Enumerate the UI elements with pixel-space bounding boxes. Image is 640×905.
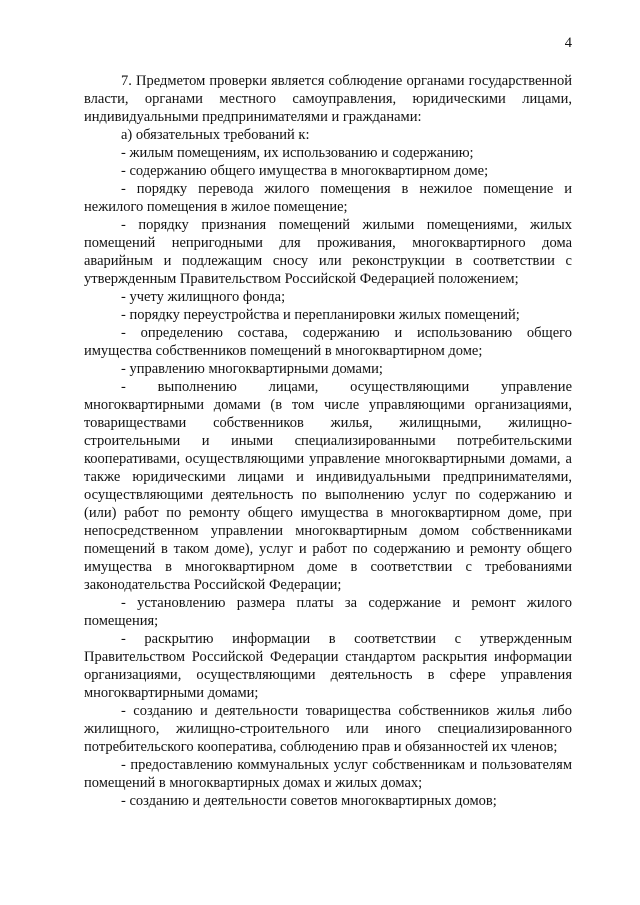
requirement-item: - установлению размера платы за содержание и ремонт жилого помещения; [84,595,572,629]
paragraph-item-7: 7. Предметом проверки является соблюдение органами государственной власти, органами местного самоуправления, юридическими лицами, индивидуальными предпринимателями и гражданами: [84,73,572,125]
requirement-item: - раскрытию информации в соответствии с утвержденным Правительством Российской Федерации стандартом раскрытия информации организациями, осуществляющими деятельность в сфере управления многоквартирными домами; [84,631,572,701]
page-number: 4 [564,35,572,51]
paragraph-subsection-a: а) обязательных требований к: [121,127,310,143]
requirement-item: - определению состава, содержанию и использованию общего имущества собственников помещений в многоквартирном доме; [84,325,572,359]
requirement-item: - созданию и деятельности товарищества собственников жилья либо жилищного, жилищно-строительного или иного специализированного потребительского кооператива, соблюдению прав и обязанностей их членов; [84,703,572,755]
requirement-item: - порядку признания помещений жилыми помещениями, жилых помещений непригодными для проживания, многоквартирного дома аварийным и подлежащим сносу или реконструкции в соответствии с утвержденным Правительством Российской Федерацией положением; [84,217,572,287]
requirement-item: - жилым помещениям, их использованию и содержанию; [121,145,474,161]
requirement-item: - учету жилищного фонда; [121,289,286,305]
requirement-item: - предоставлению коммунальных услуг собственникам и пользователям помещений в многоквартирных домах и жилых домах; [84,757,572,791]
requirement-item: - порядку переустройства и перепланировки жилых помещений; [121,307,520,323]
requirement-item: - содержанию общего имущества в многоквартирном доме; [121,163,489,179]
requirement-item: - созданию и деятельности советов многоквартирных домов; [121,793,497,809]
requirement-item: - управлению многоквартирными домами; [121,361,383,377]
requirement-item: - выполнению лицами, осуществляющими управление многоквартирными домами (в том числе управляющими организациями, товариществами собственников жилья, жилищными, жилищно-строительными и иными специализированными потребительскими кооперативами, осуществляющими управление многоквартирными домами, а также юридическими лицами и индивидуальными предпринимателями, осуществляющими деятельность по выполнению услуг по содержанию и (или) работ по ремонту общего имущества в многоквартирном доме, при непосредственном управлении многоквартирным домом собственниками помещений в таком доме), услуг и работ по содержанию и ремонту общего имущества в многоквартирном доме в соответствии с требованиями законодательства Российской Федерации; [84,379,572,593]
requirement-item: - порядку перевода жилого помещения в нежилое помещение и нежилого помещения в жилое помещение; [84,181,572,215]
document-body [84,72,572,810]
